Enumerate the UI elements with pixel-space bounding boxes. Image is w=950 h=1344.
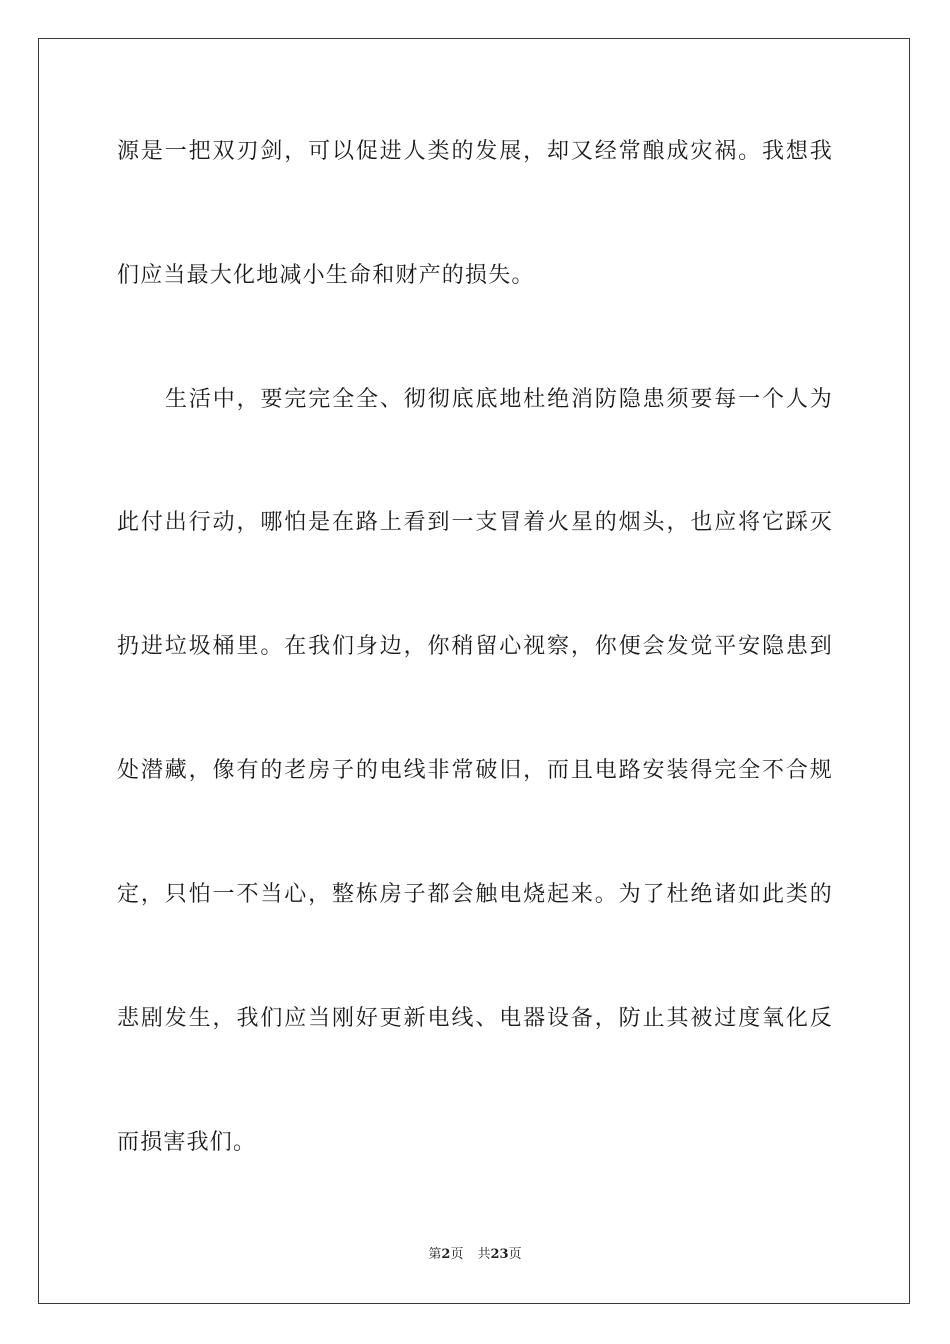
paragraph-line: 源是一把双刃剑，可以促进人类的发展，却又经常酿成灾祸。我想我: [117, 139, 833, 164]
paragraph-line: 而损害我们。: [117, 1130, 257, 1155]
footer-prefix: 第: [428, 1247, 442, 1262]
footer-page-suffix: 页: [450, 1247, 464, 1262]
paragraph-line: 定，只怕一不当心，整栋房子都会触电烧起来。为了杜绝诸如此类的: [117, 882, 833, 907]
page-border: [38, 38, 910, 1304]
page-footer: [0, 1246, 950, 1264]
paragraph-line: 此付出行动，哪怕是在路上看到一支冒着火星的烟头，也应将它踩灭: [117, 510, 833, 535]
footer-total-suffix: 页: [508, 1247, 522, 1262]
current-page-number: 2: [441, 1247, 451, 1262]
paragraph-line: 们应当最大化地减小生命和财产的损失。: [117, 263, 535, 288]
paragraph-line: 生活中，要完完全全、彻彻底底地杜绝消防隐患须要每一个人为: [165, 387, 833, 412]
total-pages-number: 23: [490, 1247, 509, 1262]
paragraph-line: 处潜藏，像有的老房子的电线非常破旧，而且电路安装得完全不合规: [117, 758, 833, 783]
paragraph-line: 扔进垃圾桶里。在我们身边，你稍留心视察，你便会发觉平安隐患到: [117, 634, 833, 659]
paragraph-line: 悲剧发生，我们应当刚好更新电线、电器设备，防止其被过度氧化反: [117, 1006, 833, 1031]
footer-total-prefix: 共: [477, 1247, 491, 1262]
